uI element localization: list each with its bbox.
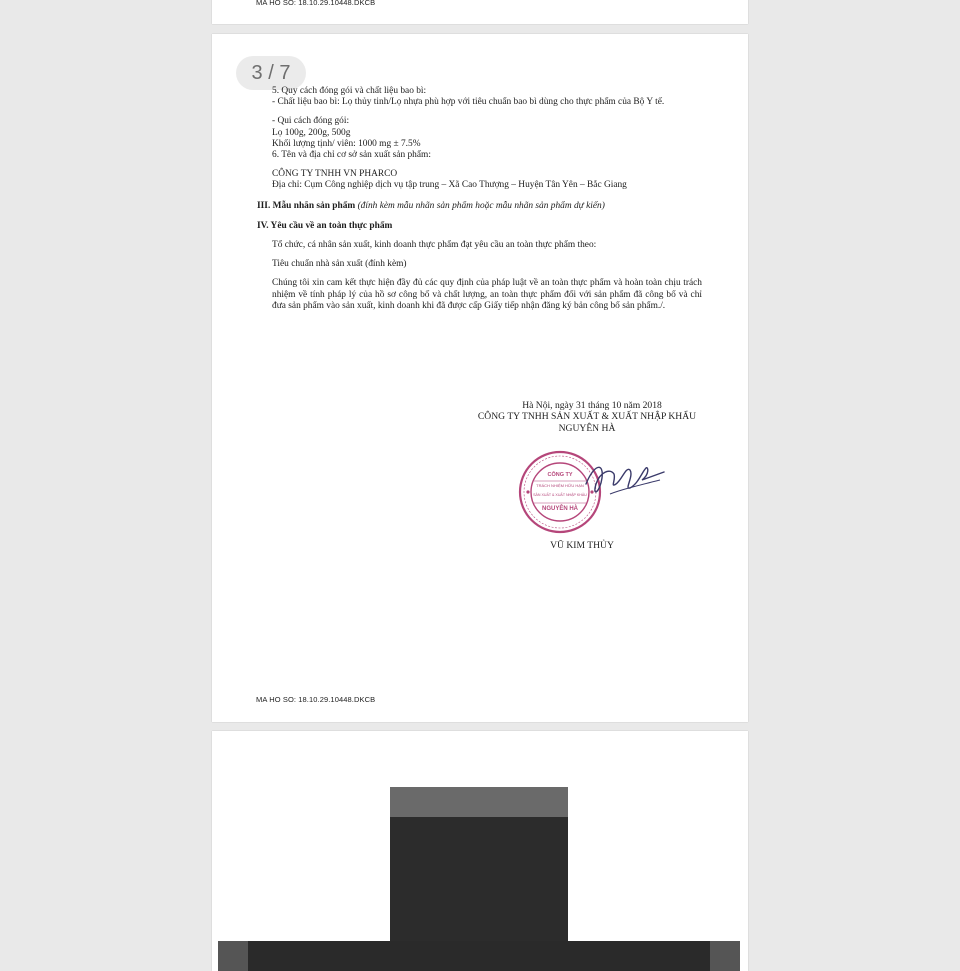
safety-requirement: Tổ chức, cá nhân sản xuất, kinh doanh thực phẩm đạt yêu cầu an toàn thực phẩm theo:: [272, 240, 597, 251]
previous-page: [212, 0, 748, 24]
record-code-footer: MA HO SO: 18.10.29.10448.DKCB: [256, 695, 376, 704]
product-bottle-shoulder-right: [710, 941, 740, 971]
handwritten-signature: [580, 454, 666, 504]
section-3-title: III. Mẫu nhãn sản phẩm: [257, 200, 356, 211]
stamp-text-1: CÔNG TY: [547, 472, 573, 478]
company-name-line2: NGUYÊN HÀ: [558, 422, 616, 434]
record-code-footer: MA HO SO: 18.10.29.10448.DKCB: [256, 0, 376, 7]
signer-name: VŨ KIM THỦY: [550, 540, 614, 551]
section-3-note: (đính kèm mẫu nhãn sản phẩm hoặc mẫu nhãn sản phẩm dự kiến): [357, 200, 605, 211]
document-page: [212, 34, 748, 722]
section-4-title: IV. Yêu cầu về an toàn thực phẩm: [257, 220, 393, 231]
company-name-line1: CÔNG TY TNHH SẢN XUẤT & XUẤT NHẬP KHẨU: [477, 411, 697, 423]
next-page: [212, 731, 748, 971]
document-body: [257, 86, 702, 312]
net-weight: Khối lượng tịnh/ viên: 1000 mg ± 7.5%: [272, 138, 421, 149]
packaging-material: - Chất liệu bao bì: Lọ thủy tinh/Lọ nhựa phù hợp với tiêu chuẩn bao bì dùng cho thực phẩm của Bộ Y tế.: [272, 97, 665, 108]
manufacturer-name: CÔNG TY TNHH VN PHARCO: [272, 169, 398, 180]
date-place: Hà Nội, ngày 31 tháng 10 năm 2018: [522, 400, 662, 411]
packaging-spec-label: - Qui cách đóng gói:: [272, 116, 350, 127]
page-indicator: 3 / 7: [236, 56, 306, 90]
product-bottle-cap: [390, 787, 568, 817]
manufacturer-address: Địa chỉ: Cụm Công nghiệp dịch vụ tập trung – Xã Cao Thượng – Huyện Tân Yên – Bắc Giang: [272, 180, 627, 191]
manufacturer-standard: Tiêu chuẩn nhà sản xuất (đính kèm): [272, 259, 407, 270]
stamp-text-4: NGUYÊN HÀ: [541, 506, 579, 512]
product-bottle-neck: [390, 817, 568, 947]
manufacturer-heading: 6. Tên và địa chỉ cơ sở sản xuất sản phẩm:: [272, 150, 431, 161]
product-bottle-body: [248, 941, 710, 971]
signature-block: [412, 400, 702, 434]
section-label-sample: [257, 201, 702, 212]
stamp-text-3: SẢN XUẤT & XUẤT NHẬP KHẨU: [533, 493, 587, 497]
packaging-sizes: Lọ 100g, 200g, 500g: [272, 127, 351, 138]
commitment-paragraph: Chúng tôi xin cam kết thực hiện đầy đủ các quy định của pháp luật về an toàn thực phẩm và hoàn toàn chịu trách nhiệm về tính pháp lý của hồ sơ công bố và chất lượng, an toàn thực phẩm đối với sản phẩm đã công bố và chỉ đưa sản phẩm vào sản xuất, kinh doanh khi đã được cấp Giấy tiếp nhận đăng ký bản công bố sản phẩm./.: [272, 278, 702, 311]
packaging-heading: 5. Quy cách đóng gói và chất liệu bao bì:: [272, 86, 427, 96]
product-bottle-shoulder-left: [218, 941, 248, 971]
stamp-text-2: TRÁCH NHIỆM HỮU HẠN: [536, 483, 584, 488]
